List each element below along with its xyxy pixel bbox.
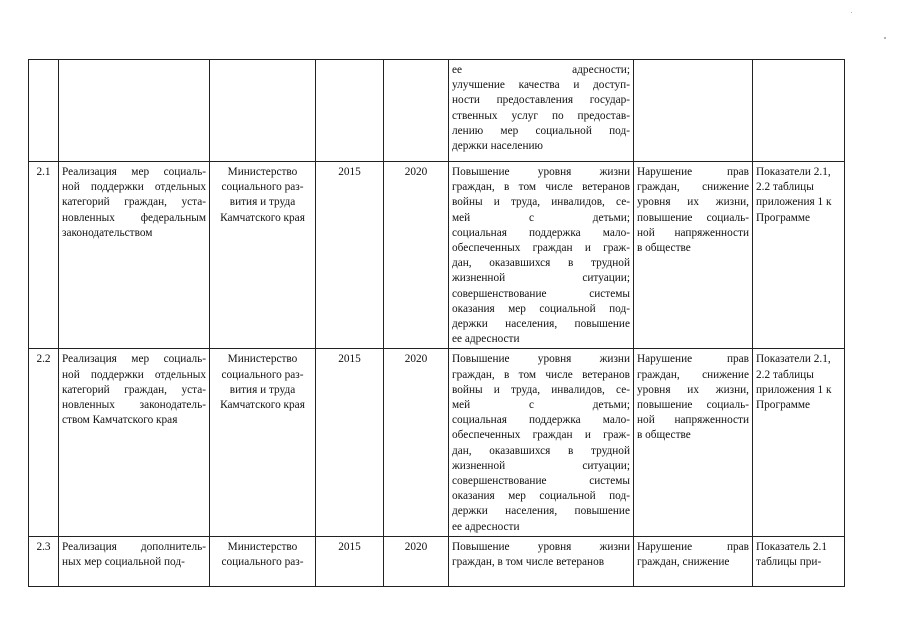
result-line: жизненной ситуации; — [452, 459, 630, 472]
name-line: Реализация дополнитель- — [62, 540, 206, 553]
name-line: новленных федеральным — [62, 211, 206, 224]
result-line: граждан, в том числе ветеранов — [452, 368, 630, 381]
indicator-line: приложения 1 к — [756, 383, 832, 396]
indicator-cell — [753, 162, 845, 349]
result-line: социальная поддержка мало- — [452, 414, 630, 427]
table-row — [29, 536, 845, 586]
result-line: мей с детьми; — [452, 211, 630, 224]
result-line: социальная поддержка мало- — [452, 226, 630, 239]
row-number-cell: 2.1 — [29, 162, 59, 349]
measure-name-cell — [59, 349, 210, 536]
year-end-cell — [384, 60, 449, 162]
scan-speck — [884, 37, 886, 39]
year-end-cell: 2020 — [384, 349, 449, 536]
executor-line: вития и труда — [229, 383, 296, 396]
scan-speck — [851, 12, 852, 13]
risk-line: граждан, снижение — [637, 181, 749, 194]
executor-line: вития и труда — [229, 196, 296, 209]
table-row — [29, 349, 845, 536]
indicator-line: Показатели 2.1, — [756, 166, 831, 178]
result-line: оказания мер социальной под- — [452, 490, 630, 503]
name-line: ной поддержки отдельных — [62, 368, 206, 381]
risk-line: Нарушение прав — [637, 540, 749, 553]
executor-line: Камчатского края — [220, 399, 305, 412]
result-line: ее адресности; — [452, 64, 630, 76]
expected-result-cell — [449, 60, 634, 162]
indicator-line: Показатели 2.1, — [756, 353, 831, 366]
result-line: обеспеченных граждан и граж- — [452, 429, 630, 442]
executor-line: социального раз- — [221, 368, 304, 381]
risk-line: ной напряженности — [637, 226, 749, 239]
executor-cell — [210, 162, 316, 349]
result-line: дан, оказавшихся в трудной — [452, 444, 630, 457]
executor-cell — [210, 536, 316, 586]
risk-line: повышение социаль- — [637, 399, 749, 412]
executor-cell — [210, 60, 316, 162]
risk-line: уровня их жизни, — [637, 196, 749, 209]
risk-line: граждан, снижение — [637, 556, 730, 569]
result-line: граждан, в том числе ветеранов — [452, 181, 630, 194]
result-line: держки населения, повышение — [452, 318, 630, 331]
result-line: ственных услуг по предостав- — [452, 109, 630, 122]
indicator-line: приложения 1 к — [756, 196, 832, 209]
name-line: ной поддержки отдельных — [62, 181, 206, 194]
expected-result-cell — [449, 349, 634, 536]
result-line: Повышение уровня жизни — [452, 353, 630, 366]
name-line: новленных законодатель- — [62, 399, 206, 412]
indicator-line: 2.2 таблицы — [756, 181, 814, 194]
name-line: ных мер социальной под- — [62, 556, 185, 569]
result-line: Повышение уровня жизни — [452, 540, 630, 553]
measure-name-cell — [59, 162, 210, 349]
risk-line: повышение социаль- — [637, 211, 749, 224]
risk-line: уровня их жизни, — [637, 383, 749, 396]
risk-line: в обществе — [637, 242, 691, 255]
result-line: дан, оказавшихся в трудной — [452, 257, 630, 270]
result-line: обеспеченных граждан и граж- — [452, 242, 630, 255]
measure-name-cell — [59, 536, 210, 586]
indicator-cell — [753, 60, 845, 162]
risk-cell — [634, 349, 753, 536]
expected-result-cell — [449, 536, 634, 586]
executor-line: Министерство — [227, 353, 298, 366]
risk-cell — [634, 536, 753, 586]
year-start-cell: 2015 — [316, 349, 384, 536]
name-line: законодательством — [62, 226, 153, 239]
executor-line: Министерство — [227, 540, 298, 553]
risk-line: ной напряженности — [637, 414, 749, 427]
expected-result-cell — [449, 162, 634, 349]
table-row — [29, 162, 845, 349]
name-line: категорий граждан, уста- — [62, 383, 206, 396]
risk-line: Нарушение прав — [637, 353, 749, 366]
measure-name-cell — [59, 60, 210, 162]
risk-line: Нарушение прав — [637, 166, 749, 178]
result-line: жизненной ситуации; — [452, 272, 630, 285]
result-line: совершенствование системы — [452, 287, 630, 300]
result-line: совершенствование системы — [452, 475, 630, 488]
result-line: мей с детьми; — [452, 399, 630, 412]
year-start-cell: 2015 — [316, 536, 384, 586]
row-number-cell — [29, 60, 59, 162]
indicator-line: таблицы при- — [756, 556, 822, 569]
result-line: лению мер социальной под- — [452, 124, 630, 137]
result-line: оказания мер социальной под- — [452, 302, 630, 315]
year-start-cell — [316, 60, 384, 162]
row-number-cell: 2.3 — [29, 536, 59, 586]
executor-cell — [210, 349, 316, 536]
result-line: ее адресности — [452, 520, 520, 533]
result-line: ее адресности — [452, 333, 520, 346]
result-line: Повышение уровня жизни — [452, 166, 630, 178]
result-line: улучшение качества и доступ- — [452, 79, 630, 92]
indicator-line: 2.2 таблицы — [756, 368, 814, 381]
name-line: категорий граждан, уста- — [62, 196, 206, 209]
indicator-cell — [753, 536, 845, 586]
executor-line: социального раз- — [221, 181, 304, 194]
result-line: держки населения, повышение — [452, 505, 630, 518]
name-line: Реализация мер социаль- — [62, 353, 206, 366]
program-measures-table — [28, 59, 845, 587]
table-row — [29, 60, 845, 162]
executor-line: Министерство — [227, 166, 298, 178]
indicator-line: Программе — [756, 399, 811, 412]
result-line: войны и труда, инвалидов, се- — [452, 196, 630, 209]
risk-cell — [634, 60, 753, 162]
result-line: держки населению — [452, 140, 543, 153]
result-line: граждан, в том числе ветеранов — [452, 556, 605, 569]
executor-line: социального раз- — [221, 556, 304, 569]
year-end-cell: 2020 — [384, 536, 449, 586]
year-end-cell: 2020 — [384, 162, 449, 349]
indicator-line: Программе — [756, 211, 811, 224]
name-line: ством Камчатского края — [62, 414, 178, 427]
year-start-cell: 2015 — [316, 162, 384, 349]
risk-line: граждан, снижение — [637, 368, 749, 381]
indicator-cell — [753, 349, 845, 536]
executor-line: Камчатского края — [220, 211, 305, 224]
result-line: войны и труда, инвалидов, се- — [452, 383, 630, 396]
row-number-cell: 2.2 — [29, 349, 59, 536]
risk-cell — [634, 162, 753, 349]
indicator-line: Показатель 2.1 — [756, 540, 828, 553]
result-line: ности предоставления государ- — [452, 94, 630, 107]
risk-line: в обществе — [637, 429, 691, 442]
name-line: Реализация мер социаль- — [62, 166, 206, 178]
